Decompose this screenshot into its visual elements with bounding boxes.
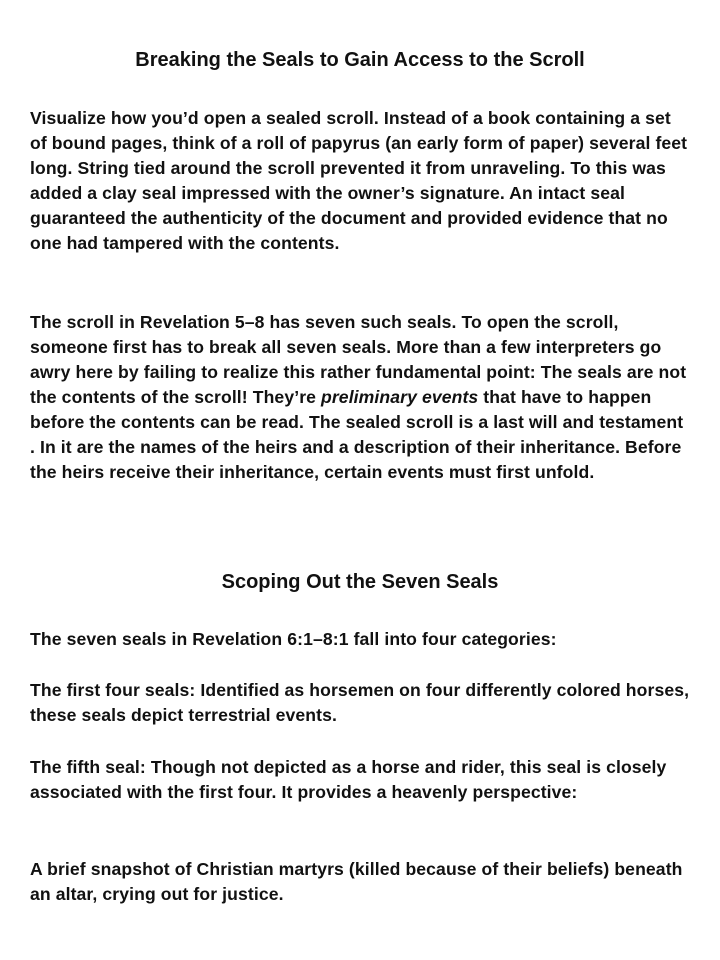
paragraph-martyrs-snapshot: A brief snapshot of Christian martyrs (killed because of their beliefs) beneath an altar, crying out for justice. — [30, 859, 683, 904]
paragraph-text-after: that have to happen before the contents can be read. The sealed scroll is a last will and testament . In it are the names of the heirs and a description of their inheritance. Before the heirs receive their inheritance, certain events must first unfold. — [30, 387, 684, 482]
paragraph-fifth-seal: The fifth seal: Though not depicted as a horse and rider, this seal is closely associated with the first four. It provides a heavenly perspective: — [30, 757, 667, 802]
section-title-breaking-seals: Breaking the Seals to Gain Access to the Scroll — [135, 49, 585, 71]
section-title-scoping-seals: Scoping Out the Seven Seals — [221, 571, 499, 593]
paragraph-categories-intro: The seven seals in Revelation 6:1–8:1 fall into four categories: — [30, 629, 557, 649]
paragraph-seven-seals-scroll — [30, 310, 690, 485]
paragraph-sealed-scroll: Visualize how you’d open a sealed scroll. Instead of a book containing a set of bound pages, think of a roll of papyrus (an early form of paper) several feet long. String tied around the scroll prevented it from unraveling. To this was added a clay seal impressed with the owner’s signature. An intact seal guaranteed the authenticity of the document and provided evidence that no one had tampered with the contents. — [30, 108, 688, 253]
paragraph-text-before: The scroll in Revelation 5–8 has seven such seals. To open the scroll, someone first has to break all seven seals. More than a few interpreters go awry here by failing to realize this rather fundamental point: The seals are not the contents of the scroll! They’re — [30, 312, 687, 407]
emphasis-preliminary-events: preliminary events — [321, 387, 479, 407]
paragraph-first-four-seals: The first four seals: Identified as horsemen on four differently colored horses, these seals depict terrestrial events. — [30, 680, 690, 725]
